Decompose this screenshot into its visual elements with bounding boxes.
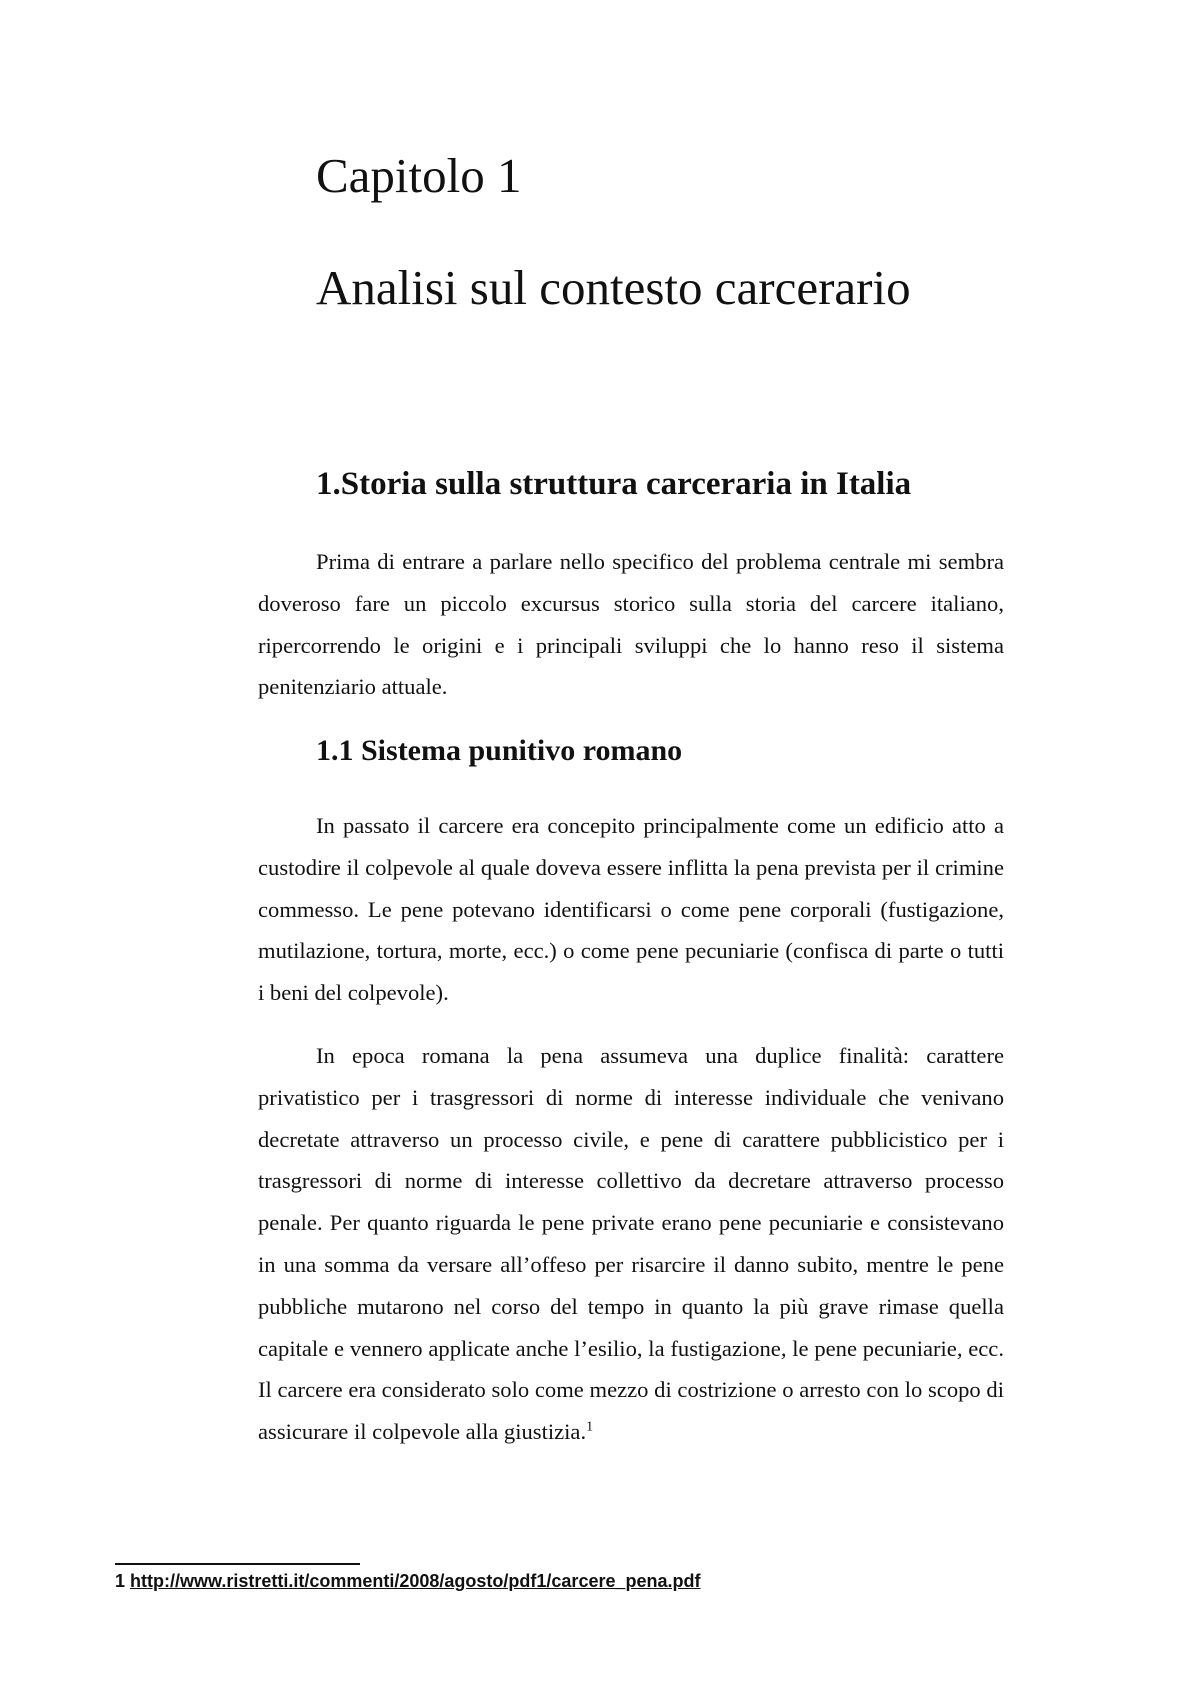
body-paragraph: In passato il carcere era concepito principalmente come un edificio atto a custodire il colpevole al quale doveva essere inflitta la pena prevista per il crimine commesso. Le pene potevano identificarsi o come pene corporali (fustigazione, mutilazione, tortura, morte, ecc.) o come pene pecuniarie (confisca di parte o tutti i beni del colpevole). xyxy=(258,813,1004,1006)
footnote xyxy=(115,1568,701,1594)
chapter-title: Analisi sul contesto carcerario xyxy=(316,260,911,315)
section-heading: 1.Storia sulla struttura carceraria in Italia xyxy=(316,466,912,502)
body-paragraph-with-footnote xyxy=(258,1035,1004,1453)
body-paragraph-text: In epoca romana la pena assumeva una duplice finalità: carattere privatistico per i trasgressori di norme di interesse individuale che venivano decretate attraverso un processo civile, e pene di carattere pubblicistico per i trasgressori di norme di interesse collettivo da decretare attraverso processo penale. Per quanto riguarda le pene private erano pene pecuniarie e consistevano in una somma da versare all’offeso per risarcire il danno subito, mentre le pene pubbliche mutarono nel corso del tempo in quanto la più grave rimase quella capitale e vennero applicate anche l’esilio, la fustigazione, le pene pecuniarie, ecc. Il carcere era considerato solo come mezzo di costrizione o arresto con lo scopo di assicurare il colpevole alla giustizia. xyxy=(258,1043,1004,1445)
chapter-number: Capitolo 1 xyxy=(316,148,522,203)
subsection-heading: 1.1 Sistema punitivo romano xyxy=(316,734,683,767)
footnote-reference[interactable]: 1 xyxy=(586,1419,594,1435)
footnote-link[interactable]: http://www.ristretti.it/commenti/2008/agosto/pdf1/carcere_pena.pdf xyxy=(130,1571,701,1591)
intro-paragraph: Prima di entrare a parlare nello specifico del problema centrale mi sembra doveroso fare un piccolo excursus storico sulla storia del carcere italiano, ripercorrendo le origini e i principali sviluppi che lo hanno reso il sistema penitenziario attuale. xyxy=(258,549,1004,700)
footnote-separator xyxy=(115,1563,360,1565)
footnote-number: 1 xyxy=(115,1571,126,1591)
